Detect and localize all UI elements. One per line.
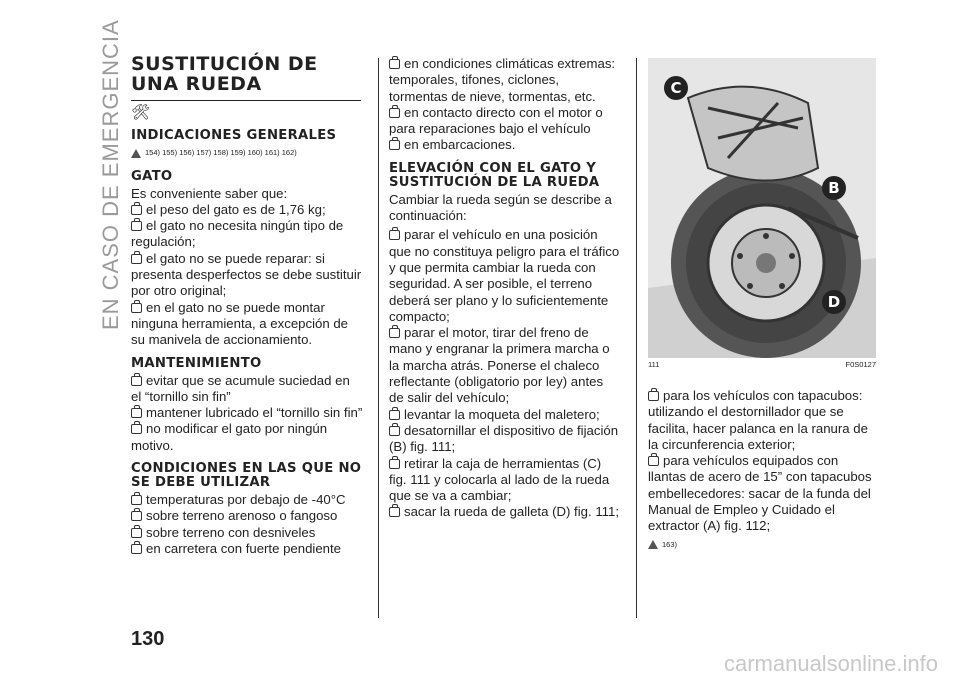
- list-item: sacar la rueda de galleta (D) fig. 111;: [389, 504, 621, 520]
- section-heading: GATO: [131, 168, 173, 184]
- list-item: en contacto directo con el motor o para reparaciones bajo el vehículo: [389, 104, 603, 137]
- column-1: [131, 54, 363, 557]
- section-heading: ELEVACIÓN CON EL GATO Y SUSTITUCIÓN DE LA RUEDA: [389, 160, 600, 190]
- page-title: SUSTITUCIÓN DE UNA RUEDA: [131, 53, 318, 95]
- list-item: sobre terreno con desniveles: [131, 525, 363, 541]
- list-item: para los vehículos con tapacubos: utilizando el destornillador que se facilita, hacer palanca en la ranura de la circunferencia exterior;: [648, 388, 868, 452]
- bullet-icon: [131, 376, 142, 386]
- column-2: [389, 56, 621, 521]
- bullet-icon: [131, 205, 142, 215]
- warning-refs: 154) 155) 156) 157) 158) 159) 160) 161) 162): [145, 148, 297, 158]
- column-3: [648, 388, 878, 559]
- warning-icon: [131, 149, 141, 158]
- paragraph: Es conveniente saber que:: [131, 185, 288, 201]
- bullet-icon: [131, 254, 142, 264]
- bullet-icon: [389, 140, 400, 150]
- bullet-icon: [389, 59, 400, 69]
- bullet-icon: [131, 528, 142, 538]
- bullet-icon: [131, 544, 142, 554]
- section-heading: MANTENIMIENTO: [131, 355, 262, 371]
- section-heading: INDICACIONES GENERALES: [131, 128, 337, 144]
- bullet-icon: [131, 511, 142, 521]
- label-b: B: [822, 176, 846, 200]
- side-chapter-title: EN CASO DE EMERGENCIA: [98, 19, 123, 330]
- warning-refs: 163): [662, 539, 678, 549]
- list-item: levantar la moqueta del maletero;: [389, 407, 621, 423]
- list-item: evitar que se acumule suciedad en el “tornillo sin fin”: [131, 372, 350, 404]
- column-divider: [636, 58, 637, 618]
- list-item: temperaturas por debajo de -40°C: [131, 492, 363, 508]
- column-divider: [378, 58, 379, 618]
- list-item: para vehículos equipados con llantas de acero de 15” con tapacubos embellecedores: sacar de la funda del Manual de Empleo y Cuidado el extractor (A) fig. 112;: [648, 453, 872, 534]
- bullet-icon: [389, 426, 400, 436]
- list-item: parar el vehículo en una posición que no constituya peligro para el tráfico y que permita cambiar la rueda con seguridad. A ser posible, el terreno deberá ser plano y lo suficientemente compacto;: [389, 227, 620, 324]
- bullet-icon: [131, 221, 142, 231]
- list-item: retirar la caja de herramientas (C) fig. 111 y colocarla al lado de la rueda que se va a cambiar;: [389, 455, 610, 504]
- list-item: el gato no necesita ningún tipo de regulación;: [131, 218, 344, 250]
- bullet-icon: [131, 495, 142, 505]
- list-item: mantener lubricado el “tornillo sin fin”: [131, 405, 363, 421]
- figure-caption: [648, 360, 876, 369]
- watermark: carmanualsonline.info: [723, 651, 938, 676]
- paragraph: Cambiar la rueda según se describe a continuación:: [389, 191, 612, 224]
- bullet-icon: [389, 328, 400, 338]
- list-item: desatornillar el dispositivo de fijación (B) fig. 111;: [389, 422, 619, 455]
- list-item: no modificar el gato por ningún motivo.: [131, 421, 328, 453]
- list-item: en embarcaciones.: [389, 137, 621, 153]
- bullet-icon: [648, 391, 659, 401]
- list-item: en carretera con fuerte pendiente: [131, 541, 363, 557]
- bullet-icon: [389, 410, 400, 420]
- spare-wheel-illustration: [648, 58, 876, 358]
- bullet-icon: [131, 424, 142, 434]
- figure-number: 111: [648, 360, 660, 369]
- list-item: el gato no se puede reparar: si presenta desperfectos se debe sustituir por otro original;: [131, 250, 362, 299]
- label-c: C: [664, 76, 688, 100]
- bullet-icon: [389, 108, 400, 118]
- bullet-icon: [389, 230, 400, 240]
- bullet-icon: [389, 507, 400, 517]
- list-item: parar el motor, tirar del freno de mano y engranar la primera marcha o la marcha atrás. Ponerse el chaleco reflectante (obligatorio por ley) antes de salir del vehículo;: [389, 325, 610, 406]
- figure-code: F0S0127: [845, 360, 876, 369]
- figure-spare-wheel: [648, 58, 876, 358]
- bullet-icon: [131, 408, 142, 418]
- list-item: sobre terreno arenoso o fangoso: [131, 508, 363, 524]
- bullet-icon: [648, 456, 659, 466]
- label-d: D: [822, 290, 846, 314]
- bullet-icon: [131, 303, 142, 313]
- list-item: en el gato no se puede montar ninguna herramienta, a excepción de su manivela de accionamiento.: [131, 299, 349, 348]
- warning-icon: [648, 540, 658, 549]
- environment-icon: 🛠: [131, 104, 151, 121]
- page-number: 130: [131, 628, 165, 650]
- list-item: el peso del gato es de 1,76 kg;: [131, 202, 363, 218]
- section-heading: CONDICIONES EN LAS QUE NO SE DEBE UTILIZAR: [131, 461, 362, 491]
- bullet-icon: [389, 459, 400, 469]
- list-item: en condiciones climáticas extremas: temporales, tifones, ciclones, tormentas de nieve, tormentas, etc.: [389, 56, 616, 104]
